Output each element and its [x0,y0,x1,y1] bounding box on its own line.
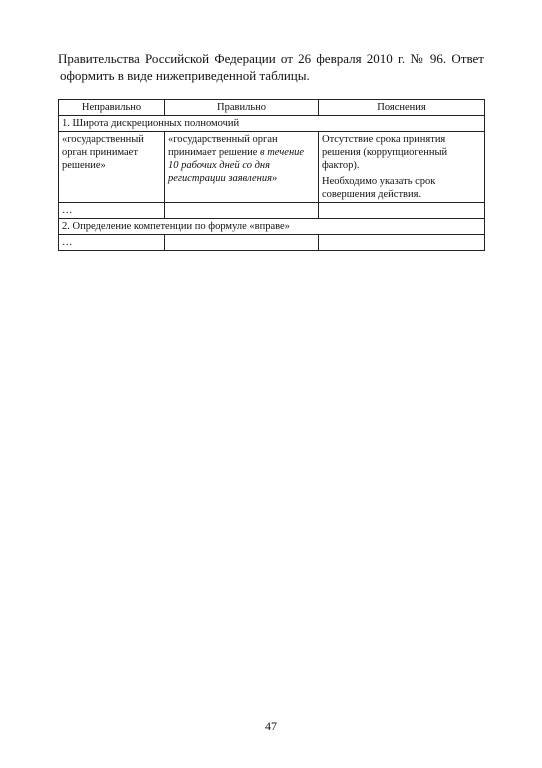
ellipsis-cell: … [59,203,165,219]
section-row [59,116,485,132]
cell-right-prefix: «государственный орган принимает решение [168,134,278,158]
section-title-1: 1. Широта дискреционных полномочий [59,116,485,132]
header-explanation: Пояснения [319,100,485,116]
section-title-2: 2. Определение компетенции по формуле «вправе» [59,219,485,235]
intro-line-2: оформить в виде нижеприведенной таблицы. [60,68,310,83]
section-row [59,219,485,235]
explanation-paragraph-1: Отсутствие срока принятия решения (коррупциогенный фактор). [322,134,448,171]
cell-explanation [319,132,485,203]
header-right: Правильно [165,100,319,116]
explanation-paragraph-2: Необходимо указать срок совершения действия. [322,176,436,200]
cell-right-italic: в течение 10 рабочих дней со дня регистрации заявления [168,147,305,184]
cell-wrong: «государственный орган принимает решение» [59,132,165,203]
cell-right-suffix: » [272,173,278,184]
empty-cell [319,203,485,219]
page-number: 47 [265,719,277,733]
empty-cell [165,203,319,219]
ellipsis-cell: … [59,235,165,251]
cell-right [165,132,319,203]
empty-cell [319,235,485,251]
corrections-table [58,99,485,251]
table-row [59,132,485,203]
intro-line-1: Правительства Российской Федерации от 26 февраля 2010 г. № 96. Ответ [58,51,484,66]
table-header-row [59,100,485,116]
empty-cell [165,235,319,251]
table-row [59,203,485,219]
table-row [59,235,485,251]
header-wrong: Неправильно [59,100,165,116]
intro-paragraph [58,50,484,84]
